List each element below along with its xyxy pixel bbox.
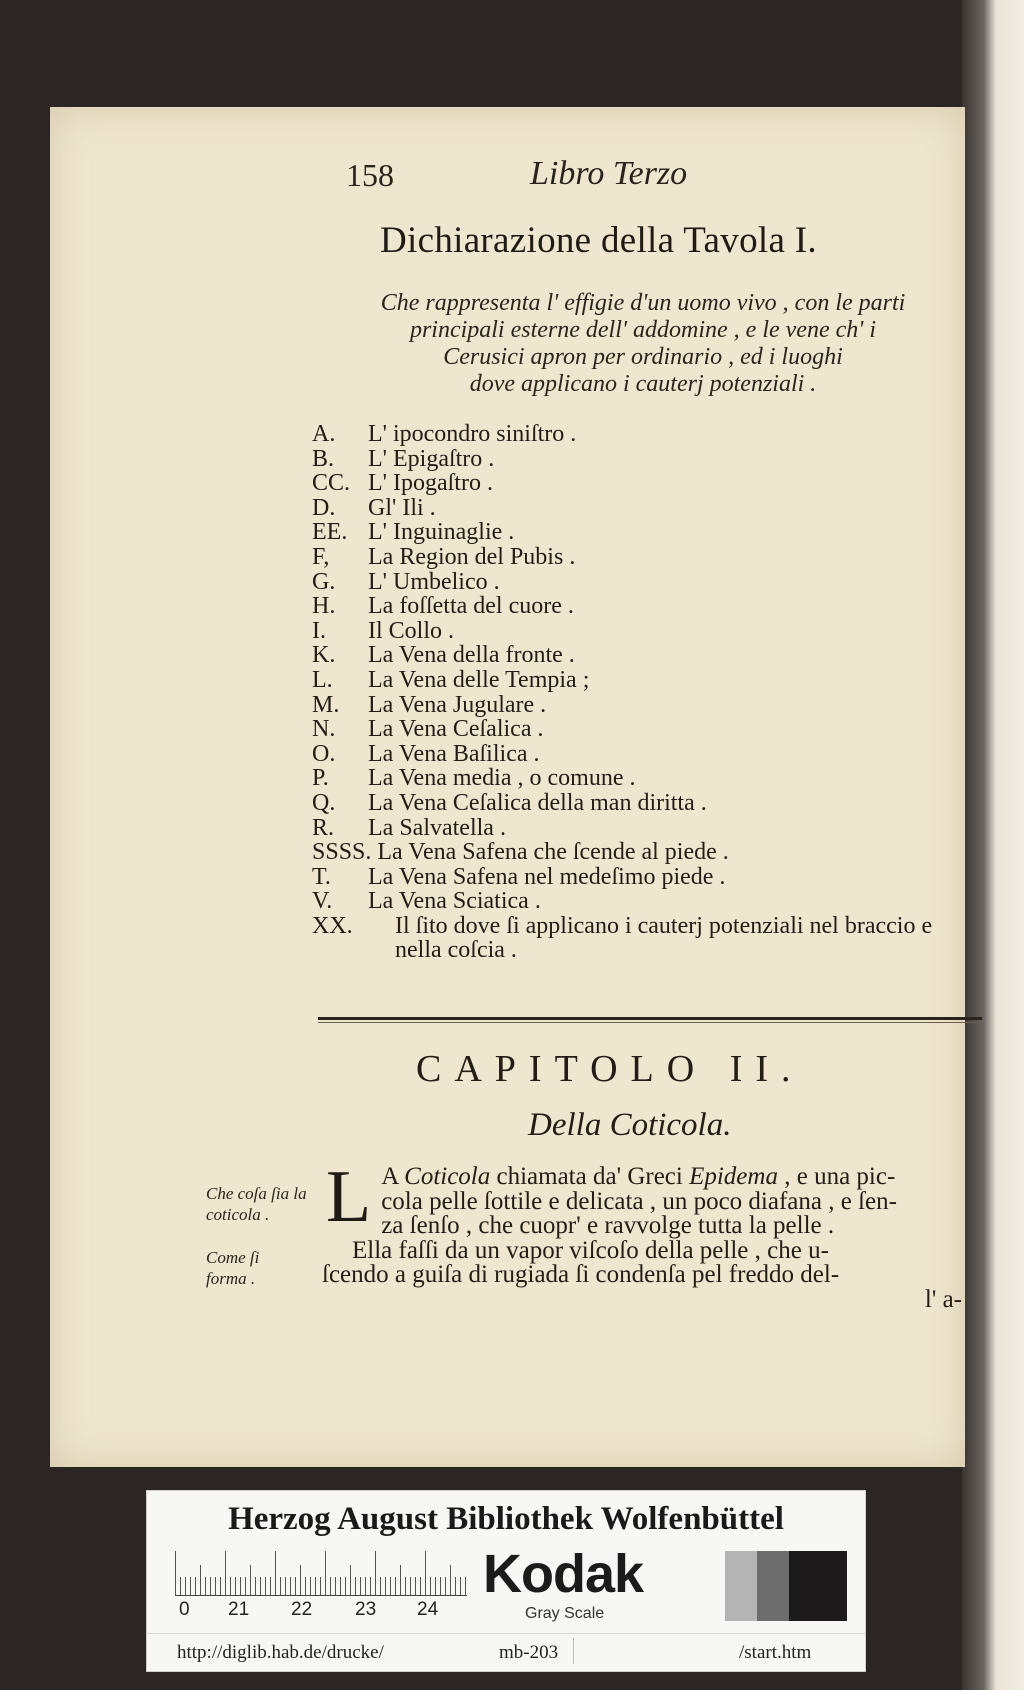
ruler-labels [175, 1599, 475, 1623]
body-line: ſcendo a guiſa di rugiada ſi condenſa pel freddo del- [322, 1261, 840, 1288]
legend-item [312, 889, 984, 914]
ruler-tick [420, 1577, 421, 1595]
body-line [322, 1165, 982, 1190]
legend-key: N. [312, 716, 336, 743]
chapter-heading: CAPITOLO II. [416, 1048, 804, 1090]
ruler-tick [430, 1577, 431, 1595]
ruler-tick [435, 1577, 436, 1595]
legend-key: EE. [312, 519, 348, 546]
color-calibration-card [146, 1490, 866, 1672]
ruler-tick [425, 1551, 426, 1595]
table-subtitle [308, 290, 978, 398]
ruler-tick [265, 1577, 266, 1595]
ruler-tick [415, 1577, 416, 1595]
book-page [50, 107, 965, 1467]
ruler-tick [290, 1577, 291, 1595]
ruler-tick [460, 1577, 461, 1595]
legend-text: La Vena Ceſalica della man diritta . [368, 789, 707, 816]
library-name: Herzog August Bibliothek Wolfenbüttel [228, 1501, 784, 1537]
subtitle-line: principali esterne dell' addomine , e le vene ch' i [409, 317, 877, 343]
legend-item [312, 717, 984, 742]
ruler-tick [270, 1577, 271, 1595]
ruler-tick [245, 1577, 246, 1595]
ruler-tick [405, 1577, 406, 1595]
legend-key: Q. [312, 789, 336, 816]
ruler-tick [375, 1551, 376, 1595]
legend-item [312, 496, 984, 521]
ruler-tick [275, 1551, 276, 1595]
ruler-tick [455, 1577, 456, 1595]
start-page: /start.htm [739, 1642, 812, 1663]
legend-item [312, 865, 984, 890]
legend-item [312, 791, 984, 816]
ruler-tick [325, 1551, 326, 1595]
page-number: 158 [346, 157, 394, 193]
ruler-tick [465, 1577, 466, 1595]
ruler-tick [175, 1551, 176, 1595]
legend-text: L' Ipogaſtro . [368, 470, 493, 497]
page-header [50, 155, 965, 205]
legend-text: Gl' Ili . [368, 494, 436, 521]
gray-swatch-dark [789, 1551, 847, 1621]
library-url: http://diglib.hab.de/drucke/ [177, 1642, 384, 1663]
legend-key: G. [312, 568, 336, 595]
legend-key: SSSS. [312, 839, 372, 866]
legend-key: R. [312, 814, 335, 841]
body-term: Coticola [404, 1163, 491, 1190]
ruler-tick [240, 1577, 241, 1595]
card-footer [147, 1633, 865, 1668]
ruler-tick [230, 1577, 231, 1595]
gray-swatch-mid [757, 1551, 789, 1621]
body-term: Epidema [689, 1163, 778, 1190]
ruler-label: 0 [179, 1599, 190, 1620]
ruler-tick [280, 1577, 281, 1595]
chapter-body [322, 1156, 982, 1313]
ruler-tick [255, 1577, 256, 1595]
legend-item [312, 693, 984, 718]
legend-item [312, 422, 984, 447]
ruler-tick [390, 1577, 391, 1595]
ruler-tick [235, 1577, 236, 1595]
ruler-tick [185, 1577, 186, 1595]
legend-text: L' ipocondro siniſtro . [368, 421, 577, 447]
legend-key: CC. [312, 470, 351, 497]
ruler-tick [395, 1577, 396, 1595]
ruler-label: 23 [355, 1599, 377, 1620]
legend-key: K. [312, 642, 336, 669]
legend-item [312, 668, 984, 693]
legend-text: La Vena delle Tempia ; [368, 666, 590, 693]
ruler-tick [440, 1577, 441, 1595]
legend-item [312, 816, 984, 841]
ruler-tick [310, 1577, 311, 1595]
ruler-tick [200, 1565, 201, 1595]
ruler-tick [380, 1577, 381, 1595]
ruler-tick [340, 1577, 341, 1595]
margin-note: Come ſi forma . [206, 1248, 260, 1288]
body-fragment: chiamata da' Greci [490, 1163, 690, 1190]
ruler-label: 21 [228, 1599, 250, 1620]
legend-key: A. [312, 421, 336, 447]
legend-key: L. [312, 666, 333, 693]
legend-text: Il Collo . [368, 617, 455, 644]
legend-key: T. [312, 863, 331, 890]
figure-legend [312, 422, 984, 963]
ruler-tick [370, 1577, 371, 1595]
legend-key: M. [312, 691, 340, 718]
ruler-tick [225, 1551, 226, 1595]
legend-text: La Vena della fronte . [368, 642, 575, 669]
ruler-label: 22 [291, 1599, 313, 1620]
ruler-tick [260, 1577, 261, 1595]
ruler-tick [450, 1565, 451, 1595]
legend-text: La Vena media , o comune . [368, 765, 636, 792]
legend-item [312, 914, 984, 963]
legend-item [312, 766, 984, 791]
legend-text: La Salvatella . [368, 814, 506, 841]
ruler-tick [215, 1577, 216, 1595]
legend-key: B. [312, 445, 335, 472]
legend-key: V. [312, 888, 333, 915]
ruler-tick [350, 1565, 351, 1595]
body-line: Ella faſſi da un vapor viſcoſo della pelle , che u- [352, 1236, 829, 1264]
chapter-subheading: Della Coticola. [528, 1107, 732, 1143]
legend-key: O. [312, 740, 336, 767]
legend-item [312, 471, 984, 496]
ruler-tick [365, 1577, 366, 1595]
legend-key: I. [312, 617, 326, 644]
gray-swatch-light [725, 1551, 757, 1621]
ruler-tick [360, 1577, 361, 1595]
section-divider [318, 1017, 982, 1023]
ruler-tick [300, 1565, 301, 1595]
ruler-tick [180, 1577, 181, 1595]
body-line: za ſenſo , che cuopr' e ravvolge tutta la pelle . [381, 1212, 835, 1239]
legend-item [312, 619, 984, 644]
ruler-tick [410, 1577, 411, 1595]
drop-cap: L [326, 1156, 372, 1238]
ruler-tick [335, 1577, 336, 1595]
kodak-logo: Kodak [483, 1544, 644, 1604]
legend-text: L' Umbelico . [368, 568, 500, 595]
ruler-tick [385, 1577, 386, 1595]
legend-item [312, 447, 984, 472]
legend-text: La Vena Sciatica . [368, 888, 541, 915]
legend-key: XX. [312, 912, 353, 939]
footer-divider [573, 1638, 574, 1664]
legend-item [312, 742, 984, 767]
subtitle-line: dove applicano i cauterj potenziali . [469, 371, 817, 397]
ruler-tick [445, 1577, 446, 1595]
legend-item [312, 520, 984, 545]
ruler-tick [250, 1565, 251, 1595]
legend-text: La Region del Pubis . [368, 543, 576, 570]
ruler-tick [220, 1577, 221, 1595]
legend-key: H. [312, 593, 336, 620]
legend-key: F, [312, 543, 330, 570]
ruler-tick [195, 1577, 196, 1595]
ruler-label: 24 [417, 1599, 439, 1620]
legend-text: La Vena Baſilica . [368, 740, 540, 767]
legend-item [312, 840, 984, 865]
body-fragment: A [381, 1163, 405, 1190]
subtitle-line: Che rappresenta l' effigie d'un uomo vivo , con le parti [380, 290, 906, 316]
ruler-tick [355, 1577, 356, 1595]
ruler-tick [190, 1577, 191, 1595]
legend-text: L' Inguinaglie . [368, 519, 515, 546]
shelfmark: mb-203 [499, 1642, 559, 1663]
legend-item [312, 594, 984, 619]
ruler-tick [330, 1577, 331, 1595]
ruler-tick [210, 1577, 211, 1595]
legend-item [312, 545, 984, 570]
catchword: l' a- [924, 1285, 962, 1313]
legend-key: D. [312, 494, 336, 521]
body-fragment: , e una pic- [777, 1163, 896, 1190]
ruler-tick [315, 1577, 316, 1595]
legend-text: La Vena Jugulare . [368, 691, 547, 718]
legend-text: La foſſetta del cuore . [368, 593, 574, 620]
legend-key: P. [312, 765, 329, 792]
ruler-tick [400, 1565, 401, 1595]
legend-text: La Vena Ceſalica . [368, 716, 544, 743]
legend-item [312, 643, 984, 668]
body-line: cola pelle ſottile e delicata , un poco diafana , e ſen- [381, 1187, 897, 1215]
ruler-tick [295, 1577, 296, 1595]
scale-ruler [175, 1549, 467, 1596]
margin-note: Che coſa ſia la coticola . [206, 1184, 307, 1224]
gray-scale-label: Gray Scale [525, 1605, 605, 1622]
legend-text: L' Epigaſtro . [368, 445, 495, 472]
ruler-tick [285, 1577, 286, 1595]
ruler-tick [345, 1577, 346, 1595]
legend-text: Il ſito dove ſi applicano i cauterj potenziali nel braccio e nella coſcia . [395, 912, 933, 964]
ruler-tick [320, 1577, 321, 1595]
running-head: Libro Terzo [530, 155, 688, 192]
subtitle-line: Cerusici apron per ordinario , ed i luoghi [443, 344, 843, 370]
legend-item [312, 570, 984, 595]
ruler-tick [205, 1577, 206, 1595]
ruler-tick [305, 1577, 306, 1595]
table-title: Dichiarazione della Tavola I. [380, 220, 817, 261]
legend-text: La Vena Safena che ſcende al piede . [377, 839, 729, 866]
legend-text: La Vena Safena nel medeſimo piede . [368, 863, 726, 890]
